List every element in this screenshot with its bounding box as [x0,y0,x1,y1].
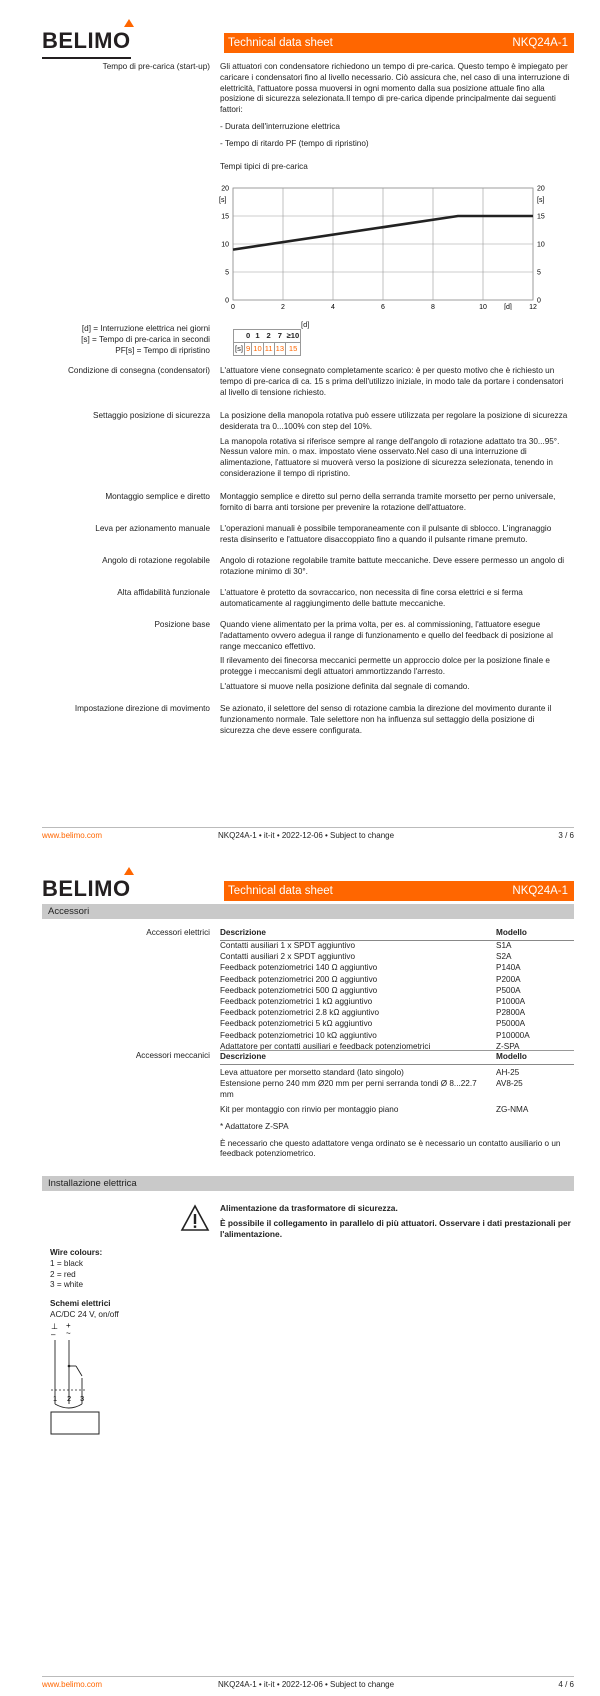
precharge-chart [0,180,600,310]
table-row [220,1008,574,1019]
chart-ytick-right: 5 [537,269,541,277]
row-model: AV8-25 [496,1079,523,1089]
legend-pf: PF[s] = Tempo di ripristino [115,346,210,355]
wiring-diagram [48,1320,128,1440]
row-model: S1A [496,941,512,950]
chart-ytick-right: 0 [537,297,541,305]
chart-caption: Tempi tipici di pre-carica [220,161,308,171]
footer-code: NKQ24A-1 • it-it • 2022-12-06 • Subject to change [218,1680,395,1689]
wire-item: 2 = red [50,1269,76,1279]
row-text [220,492,570,518]
section-title: Accessori [48,906,90,917]
mech-accessories-label: Accessori meccanici [135,1051,210,1060]
table-row [220,975,574,986]
chart-xtick: 0 [231,304,235,310]
chart-xtick: 4 [331,304,335,310]
table-row [220,1019,574,1030]
row-desc: Kit per montaggio con rinvio per montaggio piano [220,1104,399,1114]
logo-accent-icon [124,867,134,875]
row-label: Leva per azionamento manuale [95,524,210,533]
row-model: Z-SPA [496,1041,520,1051]
row-model: P140A [496,963,521,973]
row-text [220,366,570,402]
row-para: L'operazioni manuali è possibile temporaneamente con il pulsante di sblocco. L'ingranaggio resta disinserito e l'attuatore disaccoppiato fino a quando il pulsante rimane premuto. [220,524,552,544]
note-title: * Adattatore Z-SPA [220,1121,289,1131]
mech-accessories-table [220,1050,574,1160]
terminal-1: 1 [53,1394,58,1403]
wire-item: 3 = white [50,1280,83,1290]
col-model: Modello [496,928,527,937]
row-desc: Contatti ausiliari 1 x SPDT aggiuntivo [220,941,356,950]
row-model: S2A [496,952,512,962]
table-day-cell: 2 [263,330,274,343]
row-label: Angolo di rotazione regolabile [102,556,210,565]
footer-website-link[interactable]: www.belimo.com [42,831,103,840]
chart-ytick-left: 0 [225,297,229,305]
chart-ylabel-right: [s] [537,197,545,204]
row-desc: Leva attuatore per morsetto standard (lato singolo) [220,1068,404,1077]
terminal-3: 3 [80,1394,85,1403]
footer-code: NKQ24A-1 • it-it • 2022-12-06 • Subject to change [218,831,395,840]
chart-ytick-left: 10 [221,241,229,249]
chart-ytick-right: 15 [537,213,545,221]
wire-colours [50,1248,102,1291]
row-label: Settaggio posizione di sicurezza [93,411,210,420]
chart-ylabel-left: [s] [219,197,227,204]
wire-item: 1 = black [50,1258,83,1268]
table-row [220,997,574,1008]
table-day-cell: 7 [274,330,285,343]
schema-subtitle: AC/DC 24 V, on/off [50,1309,119,1319]
row-text [220,620,570,697]
chart-ytick-left: 15 [221,213,229,221]
section-accessori [42,904,574,919]
col-description: Descrizione [220,928,266,937]
row-para: L'attuatore si muove nella posizione definita dal segnale di comando. [220,682,470,692]
chart-xtick: 2 [281,304,285,310]
row-desc: Feedback potenziometrici 5 kΩ aggiuntivo [220,1019,373,1029]
sign-minus: – [51,1330,56,1339]
row-para: Angolo di rotazione regolabile tramite battute meccaniche. Deve essere permesso un angolo di rotazione minimo di 30°. [220,556,565,576]
precharge-bullet-1: - Durata dell'interruzione elettrica [220,122,340,132]
table-row [220,986,574,997]
warning-text [220,1203,574,1240]
sign-plus: + [66,1321,71,1330]
terminal-2: 2 [67,1394,72,1403]
table-day-label: [d] [301,320,310,329]
section-installazione [42,1176,574,1191]
row-desc-cont: mm [220,1090,234,1100]
row-text [220,411,570,484]
row-para: L'attuatore viene consegnato completamente scarico: è per questo motivo che è richiesto un tempo di pre-carica di ca. 15 s prima dell'utilizzo iniziale, in modo tale da portare i condensatori al livello di tensione richiesto. [220,366,564,397]
chart-ytick-right: 20 [537,185,545,193]
header-model: NKQ24A-1 [512,37,568,49]
chart-xtick: 6 [381,304,385,310]
row-desc: Feedback potenziometrici 500 Ω aggiuntivo [220,985,378,995]
row-para: Quando viene alimentato per la prima volta, per es. al commissioning, l'attuatore esegue l'adattamento ovvero adegua il range di funzionamento e quello del feedback di posizione al range meccanico effettivo. [220,620,553,651]
precharge-bullet-2: - Tempo di ritardo PF (tempo di ripristino) [220,138,369,148]
warning-line-1: Alimentazione da trasformatore di sicurezza. [220,1203,398,1213]
belimo-logo: BELIMO [42,26,131,55]
row-desc: Adattatore per contatti ausiliari e feedback potenziometrici [220,1041,431,1051]
row-model: P10000A [496,1030,530,1040]
section-title: Installazione elettrica [48,1178,137,1189]
table-row [220,952,574,963]
legend-seconds: [s] = Tempo di pre-carica in secondi [81,335,210,344]
chart-ytick-left: 5 [225,269,229,277]
row-text [220,588,570,614]
table-row [220,1079,574,1090]
legend-days: [d] = Interruzione elettrica nei giorni [81,324,210,333]
table-row [220,941,574,952]
row-desc: Feedback potenziometrici 1 kΩ aggiuntivo [220,996,373,1006]
table-sec-label: [s] [234,343,245,356]
row-para: Montaggio semplice e diretto sul perno della serranda tramite morsetto per perno universale, fornito di barra anti torsione per prevenire la rotazione dell'attuatore. [220,492,556,512]
row-label: Condizione di consegna (condensatori) [67,366,210,375]
row-label: Impostazione direzione di movimento [74,704,210,713]
warning-line-2: È possibile il collegamento in parallelo di più attuatori. Osservare i dati prestazionali per l'alimentazione. [220,1218,571,1240]
row-model: P200A [496,974,521,984]
row-model: P2800A [496,1008,526,1018]
row-para: La posizione della manopola rotativa può essere utilizzata per regolare la posizione di sicurezza desiderata tra 0...100% con step del 10%. [220,411,568,431]
row-desc: Feedback potenziometrici 140 Ω aggiuntivo [220,963,378,973]
row-para: La manopola rotativa si riferisce sempre al range dell'angolo di rotazione adattato tra 30...95°. Nessun valore min. o max. impostato viene osservato.Nel caso di una interruzione di alimentazione, l'attuatore si muoverà verso la posizione di sicurezza selezionata, tenendo in considerazione il tempo di ripristino. [220,436,560,479]
sign-ground: ⊥ [51,1322,58,1331]
chart-xtick: 8 [431,304,435,310]
chart-xtick: 10 [479,304,487,310]
table-header [220,1050,574,1065]
precharge-label: Tempo di pre-carica (start-up) [102,62,210,71]
header-bar [224,33,574,53]
footer-page: 4 / 6 [558,1680,574,1689]
footer-website-link[interactable]: www.belimo.com [42,1680,103,1689]
footer [42,827,574,840]
elec-accessories-table [220,928,574,1053]
precharge-text: Gli attuatori con condensatore richiedono un tempo di pre-carica. Questo tempo è impiegato per caricare i condensatori fino al livello necessario. Ciò assicura che, nel caso di una interruzione di elettricità, l'attuatore possa muoversi in ogni momento dalla sua posizione attuale fino alla posizione di sicurezza selezionata.Il tempo di pre-carica dipende principalmente dai seguenti fattori: [220,62,570,115]
page-4 [0,848,600,1696]
table-sec-cell: 9 [245,343,252,356]
chart-ytick-right: 10 [537,241,545,249]
table-day-cell: 1 [252,330,263,343]
sign-tilde: ~ [66,1329,71,1338]
row-model: P1000A [496,996,526,1006]
row-model: P5000A [496,1019,526,1029]
row-model: P500A [496,985,521,995]
row-para: Il rilevamento dei finecorsa meccanici permette un approccio dolce per la posizione finale e protegge i meccanismi degli attuatori ammortizzando l'arresto. [220,656,550,677]
table-sec-cell: 10 [252,343,263,356]
row-desc: Contatti ausiliari 2 x SPDT aggiuntivo [220,952,356,962]
chart-xlabel: [d] [504,304,512,310]
logo-accent-icon [124,19,134,27]
row-label: Posizione base [154,620,210,629]
header-title: Technical data sheet [228,37,333,49]
row-text [220,704,570,740]
row-text [220,524,570,550]
row-desc: Feedback potenziometrici 10 kΩ aggiuntivo [220,1030,377,1040]
row-desc: Feedback potenziometrici 2.8 kΩ aggiuntivo [220,1008,380,1018]
elec-accessories-label: Accessori elettrici [146,928,210,937]
col-model: Modello [496,1052,527,1061]
col-description: Descrizione [220,1052,266,1061]
schema-title: Schemi elettrici [50,1299,111,1308]
table-header [220,928,574,941]
precharge-text-block [220,62,570,177]
warning-icon [180,1204,210,1232]
row-label: Montaggio semplice e diretto [105,492,210,501]
table-row [220,1090,574,1101]
schema [50,1299,119,1321]
footer [42,1676,574,1689]
table-row [220,1031,574,1042]
row-model: ZG-NMA [496,1104,529,1114]
header-title: Technical data sheet [228,885,333,897]
header-model: NKQ24A-1 [512,885,568,897]
footer-page: 3 / 6 [558,831,574,840]
table-day-cell: ≥10 [286,330,301,343]
table-row [220,963,574,974]
wire-title: Wire colours: [50,1248,103,1257]
row-model: AH-25 [496,1068,520,1077]
chart-xtick: 12 [529,304,537,310]
table-sec-cell: 11 [263,343,274,356]
row-para: L'attuatore è protetto da sovraccarico, non necessita di fine corsa elettrici e si ferma automaticamente al raggiungimento delle battute meccaniche. [220,588,523,608]
header-bar [224,881,574,901]
belimo-logo: BELIMO [42,874,131,903]
table-sec-cell: 13 [274,343,285,356]
row-text [220,556,570,582]
table-row [220,1068,574,1079]
table-day-cell: 0 [245,330,252,343]
table-sec-cell: 15 [286,343,301,356]
table-grid [233,329,301,356]
row-label: Alta affidabilità funzionale [117,588,210,597]
note-text: È necessario che questo adattatore venga ordinato se è necessario un contatto ausiliario o un feedback potenziometrico. [220,1138,561,1159]
table-row [220,1105,574,1116]
row-desc: Feedback potenziometrici 200 Ω aggiuntivo [220,974,378,984]
row-para: Se azionato, il selettore del senso di rotazione cambia la direzione del movimento durante il funzionamento normale. Tale selettore non ha influenza sul settaggio della posizione di sicurezza che deve essere configurata. [220,704,552,735]
row-desc: Estensione perno 240 mm Ø20 mm per perni serranda tondi Ø 8...22.7 [220,1079,477,1089]
chart-ytick-left: 20 [221,185,229,193]
